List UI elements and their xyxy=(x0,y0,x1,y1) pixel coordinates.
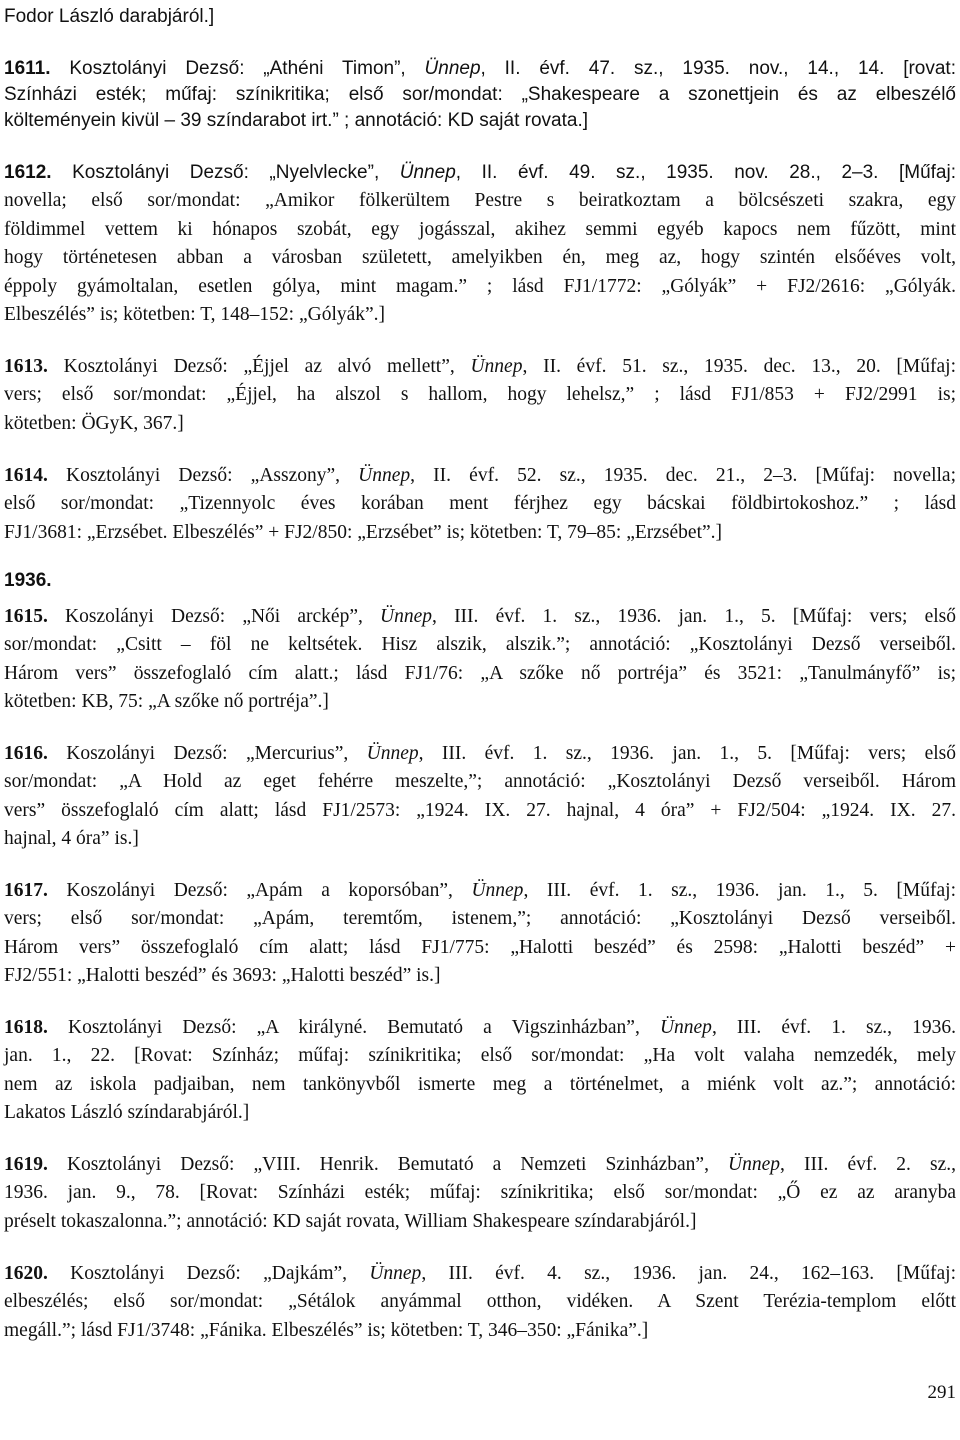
text-segment: , II. évf. 52. sz., 1935. dec. 21., 2–3. [Műfaj: novella; xyxy=(410,465,957,486)
text-segment: költeményein kivül – 39 színdarabot irt.” ; annotáció: KD saját rovata.] xyxy=(4,110,589,131)
text-segment: földimmel vettem ki hónapos szobát, egy jogásszal, akihez semmi egyéb kapocs nem fűzött, mint xyxy=(4,219,956,240)
text-segment: sor/mondat: „Csitt – föl ne keltsétek. Hisz alszik, alszik.”; annotáció: „Kosztolányi Dezső verseiből. xyxy=(4,634,956,655)
text-segment: Kosztolányi Dezső: „Athéni Timon”, xyxy=(50,58,425,79)
text-segment: Koszolányi Dezső: „Mercurius”, xyxy=(47,743,367,764)
text-segment: kötetben: ÖGyK, 367.] xyxy=(4,413,184,434)
text-line xyxy=(4,661,956,687)
text-line xyxy=(4,1318,956,1344)
text-line xyxy=(4,741,956,767)
text-segment: sor/mondat: „A Hold az eget fehérre meszelte,”; annotáció: „Kosztolányi Dezső verseiből. Három xyxy=(4,771,956,792)
text-line xyxy=(4,463,956,489)
text-line xyxy=(4,906,956,932)
text-segment: Három vers” összefoglaló cím alatt.; lásd FJ1/76: „A szőke nő portréja” és 3521: „Tanulmányfő” is; xyxy=(4,663,956,684)
text-line xyxy=(4,245,956,271)
text-segment: Koszolányi Dezső: „Apám a koporsóban”, xyxy=(47,880,472,901)
journal-title: Ünnep xyxy=(358,465,411,486)
text-segment: , II. évf. 47. sz., 1935. nov., 14., 14. [rovat: xyxy=(480,58,956,79)
text-line xyxy=(4,1180,956,1206)
text-segment: , III. évf. 4. sz., 1936. jan. 24., 162–163. [Műfaj: xyxy=(421,1263,957,1284)
text-line xyxy=(4,520,956,546)
text-line xyxy=(4,689,956,715)
text-line xyxy=(4,632,956,658)
text-line xyxy=(4,604,956,630)
text-segment: Három vers” összefoglaló cím alatt; lásd FJ1/775: „Halotti beszéd” és 2598: „Halotti beszéd” + xyxy=(4,937,956,958)
text-segment: Kosztolányi Dezső: „Nyelvlecke”, xyxy=(51,162,400,183)
text-segment: Kosztolányi Dezső: „Dajkám”, xyxy=(47,1263,370,1284)
text-line xyxy=(4,4,956,30)
text-line xyxy=(4,382,956,408)
text-segment: Koszolányi Dezső: „Női arckép”, xyxy=(47,606,381,627)
text-segment: nem az iskola padjaiban, nem tankönyvből ismerte meg a történelmet, a miénk volt az.”; annotáció: xyxy=(4,1074,956,1095)
text-segment: , III. évf. 1. sz., 1936. xyxy=(711,1017,956,1038)
text-line xyxy=(4,160,956,186)
journal-title: Ünnep xyxy=(470,356,523,377)
text-segment: Fodor László darabjáról.] xyxy=(4,6,215,27)
text-segment: Színházi esték; műfaj: színikritika; első sor/mondat: „Shakespeare a szonettjein és az elbeszélő xyxy=(4,84,956,105)
text-segment: hajnal, 4 óra” is.] xyxy=(4,828,139,849)
text-line xyxy=(4,935,956,961)
text-segment: 1936. jan. 9., 78. [Rovat: Színházi esték; műfaj: színikritika; első sor/mondat: „Ő ez az aranyba xyxy=(4,1182,956,1203)
journal-title: Ünnep xyxy=(424,58,481,79)
journal-title: Ünnep xyxy=(728,1154,781,1175)
text-segment: Lakatos László színdarabjáról.] xyxy=(4,1102,250,1123)
text-segment: hogy történetesen abban a városban született, amelyikben én, meg az, hogy szintén elsőéves volt, xyxy=(4,247,956,268)
text-segment: vers; első sor/mondat: „Éjjel, ha alszol s hallom, hogy lehelsz,” ; lásd FJ1/853 + FJ2/2991 is; xyxy=(4,384,956,405)
text-line xyxy=(4,217,956,243)
text-segment: novella; első sor/mondat: „Amikor fölkerültem Pestre s beiratkoztam a bölcsészeti szakra, egy xyxy=(4,190,956,211)
text-line xyxy=(4,274,956,300)
text-line xyxy=(4,769,956,795)
text-line xyxy=(4,963,956,989)
entry-number: 1614. xyxy=(4,465,48,486)
entry-number: 1936. xyxy=(4,570,52,591)
text-line xyxy=(4,1072,956,1098)
text-line xyxy=(4,1209,956,1235)
entry-number: 1615. xyxy=(4,606,48,627)
text-segment: , III. évf. 1. sz., 1936. jan. 1., 5. [Műfaj: vers; első xyxy=(432,606,956,627)
entry-number: 1611. xyxy=(4,58,51,79)
text-segment: , III. évf. 2. sz., xyxy=(780,1154,956,1175)
text-line xyxy=(4,354,956,380)
text-line xyxy=(4,491,956,517)
text-line xyxy=(4,1100,956,1126)
page-number: 291 xyxy=(927,1382,956,1403)
text-line xyxy=(4,568,956,594)
text-segment: megáll.”; lásd FJ1/3748: „Fánika. Elbeszélés” is; kötetben: T, 346–350: „Fánika”.] xyxy=(4,1320,649,1341)
journal-title: Ünnep xyxy=(659,1017,712,1038)
text-segment: Elbeszélés” is; kötetben: T, 148–152: „Gólyák”.] xyxy=(4,304,386,325)
text-segment: Kosztolányi Dezső: „Éjjel az alvó mellett”, xyxy=(47,356,471,377)
text-segment: kötetben: KB, 75: „A szőke nő portréja”.] xyxy=(4,691,329,712)
text-line xyxy=(4,411,956,437)
journal-title: Ünnep xyxy=(399,162,456,183)
journal-title: Ünnep xyxy=(380,606,433,627)
entry-number: 1613. xyxy=(4,356,48,377)
text-line xyxy=(4,878,956,904)
text-segment: éppoly gyámoltalan, esetlen gólya, mint magam.” ; lásd FJ1/1772: „Gólyák” + FJ2/2616: „Gólyák. xyxy=(4,276,956,297)
entry-number: 1619. xyxy=(4,1154,48,1175)
text-line xyxy=(4,82,956,108)
journal-title: Ünnep xyxy=(366,743,419,764)
text-segment: FJ1/3681: „Erzsébet. Elbeszélés” + FJ2/850: „Erzsébet” is; kötetben: T, 79–85: „Erzsébet”.] xyxy=(4,522,723,543)
text-line xyxy=(4,1152,956,1178)
text-segment: vers; első sor/mondat: „Apám, teremtőm, istenem,”; annotáció: „Kosztolányi Dezső verseiből. xyxy=(4,908,956,929)
text-line xyxy=(4,826,956,852)
entry-number: 1618. xyxy=(4,1017,48,1038)
text-segment: első sor/mondat: „Tizennyolc éves korában ment férjhez egy bácskai földbirtokoshoz.” ; lásd xyxy=(4,493,956,514)
text-line xyxy=(4,1261,956,1287)
text-segment: jan. 1., 22. [Rovat: Színház; műfaj: színikritika; első sor/mondat: „Ha volt valaha nemzedék, mely xyxy=(4,1045,956,1066)
text-line xyxy=(4,108,956,134)
text-line xyxy=(4,1015,956,1041)
text-segment: vers” összefoglaló cím alatt; lásd FJ1/2573: „1924. IX. 27. hajnal, 4 óra” + FJ2/504: „1924. IX. 27. xyxy=(4,800,956,821)
text-segment: Kosztolányi Dezső: „Asszony”, xyxy=(47,465,359,486)
text-line xyxy=(4,1043,956,1069)
text-segment: préselt tokaszalonna.”; annotáció: KD saját rovata, William Shakespeare színdarabjáról.] xyxy=(4,1211,697,1232)
text-line xyxy=(4,302,956,328)
text-segment: , III. évf. 1. sz., 1936. jan. 1., 5. [Műfaj: vers; első xyxy=(418,743,956,764)
entry-number: 1612. xyxy=(4,162,52,183)
text-line xyxy=(4,1289,956,1315)
text-segment: , II. évf. 51. sz., 1935. dec. 13., 20. [Műfaj: xyxy=(522,356,956,377)
text-line xyxy=(4,56,956,82)
text-line xyxy=(4,188,956,214)
text-segment: , II. évf. 49. sz., 1935. nov. 28., 2–3. [Műfaj: xyxy=(455,162,956,183)
text-segment: , III. évf. 1. sz., 1936. jan. 1., 5. [Műfaj: xyxy=(523,880,956,901)
text-segment: FJ2/551: „Halotti beszéd” és 3693: „Halotti beszéd” is.] xyxy=(4,965,441,986)
journal-title: Ünnep xyxy=(471,880,524,901)
entry-number: 1620. xyxy=(4,1263,48,1284)
entry-number: 1616. xyxy=(4,743,48,764)
text-line xyxy=(4,798,956,824)
entry-number: 1617. xyxy=(4,880,48,901)
journal-title: Ünnep xyxy=(369,1263,422,1284)
text-segment: Kosztolányi Dezső: „A királyné. Bemutató a Vigszinházban”, xyxy=(47,1017,660,1038)
text-segment: elbeszélés; első sor/mondat: „Sétálok anyámmal otthon, vidéken. A Szent Terézia-templom előtt xyxy=(4,1291,956,1312)
text-segment: Kosztolányi Dezső: „VIII. Henrik. Bemutató a Nemzeti Szinházban”, xyxy=(47,1154,729,1175)
